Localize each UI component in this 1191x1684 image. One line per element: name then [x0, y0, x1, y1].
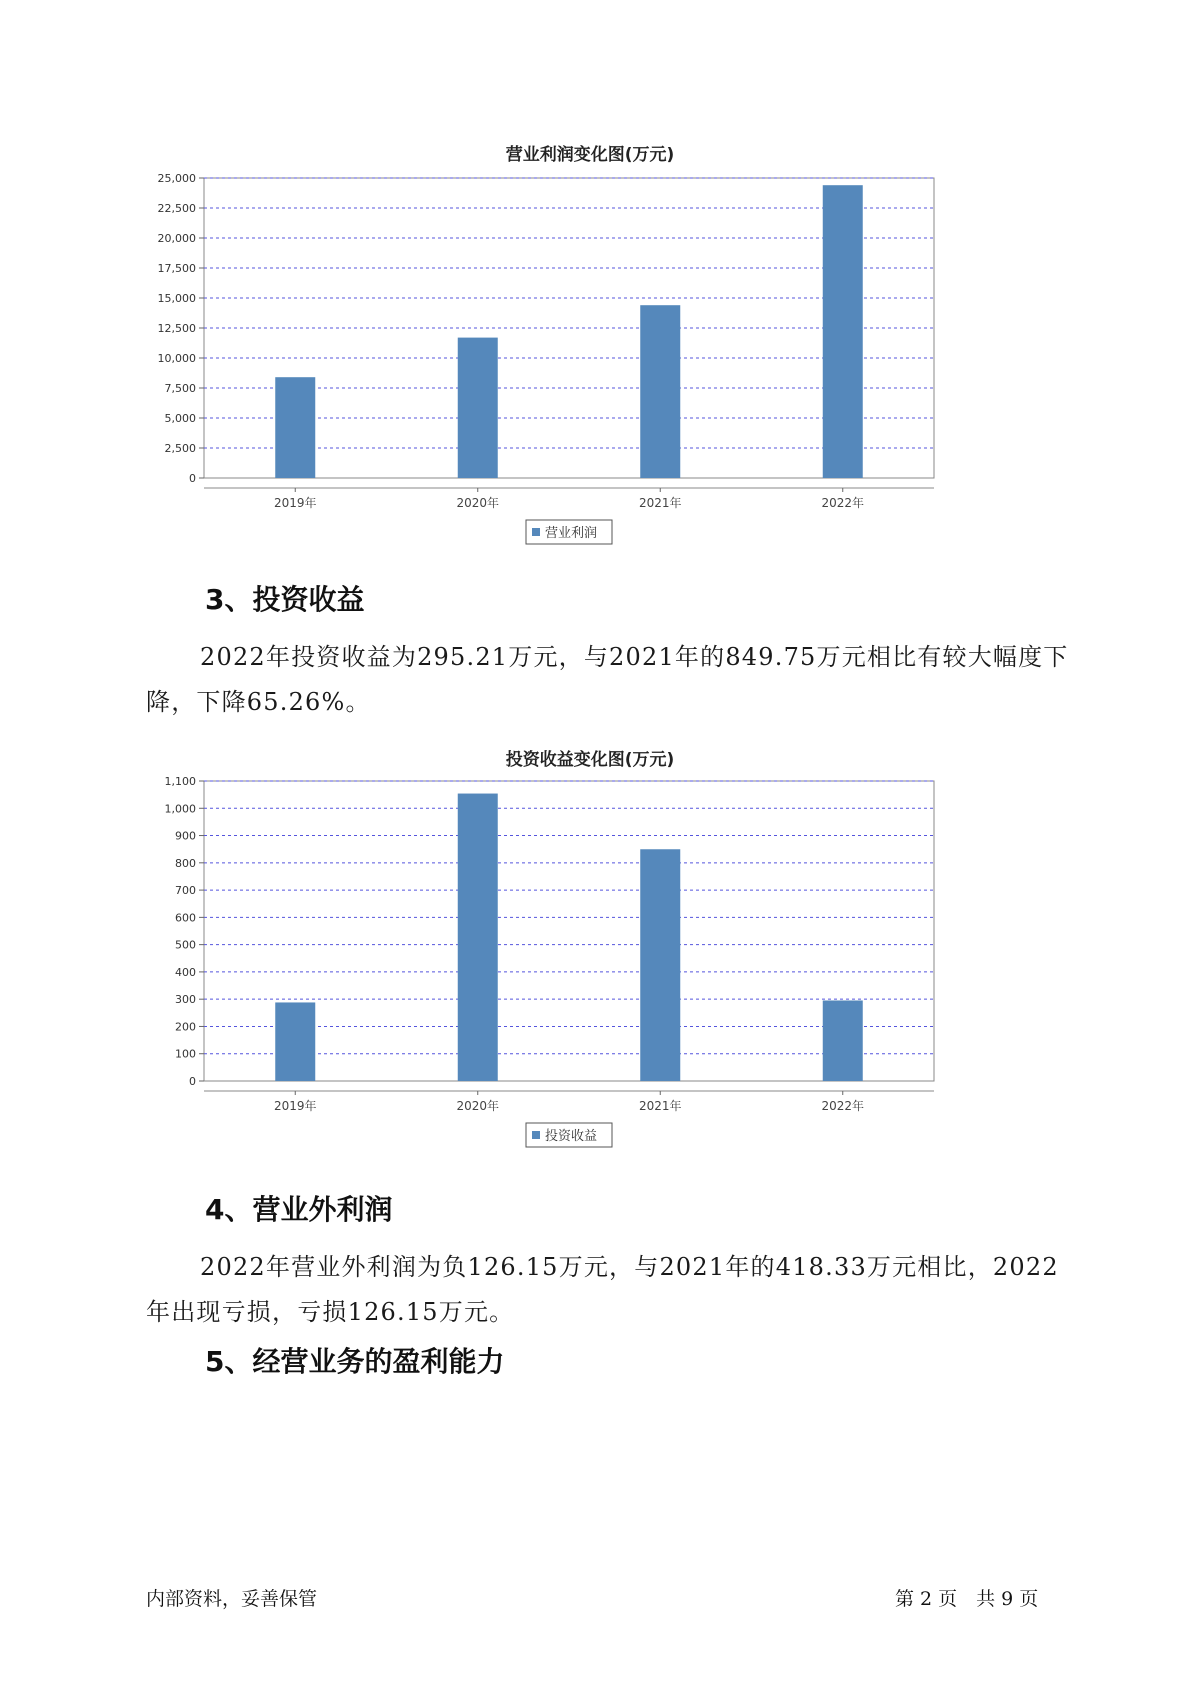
page-total: 9 — [1001, 1588, 1014, 1610]
bar — [823, 1000, 863, 1081]
page-suffix: 页 — [1019, 1588, 1039, 1610]
investment-income-chart — [140, 745, 1040, 1165]
bar — [458, 794, 498, 1081]
x-tick-label: 2020年 — [456, 1099, 500, 1113]
legend-label: 营业利润 — [545, 526, 598, 541]
y-tick-label: 22,500 — [157, 202, 196, 215]
y-tick-label: 20,000 — [157, 232, 196, 245]
confidential-notice: 内部资料，妥善保管 — [146, 1588, 318, 1610]
x-tick-label: 2021年 — [638, 1099, 682, 1113]
bar — [275, 377, 315, 478]
bar — [640, 849, 680, 1081]
y-tick-label: 800 — [175, 856, 196, 870]
section-heading-investment-income: 3、投资收益 — [205, 583, 365, 616]
x-tick-label: 2022年 — [821, 1099, 865, 1113]
investment-income-paragraph: 2022年投资收益为295.21万元，与2021年的849.75万元相比有较大幅度下降，下降65.26%。 — [146, 643, 1069, 716]
chart-title: 投资收益变化图(万元) — [505, 750, 675, 770]
page-indicator — [892, 1584, 1041, 1611]
x-tick-label: 2020年 — [456, 496, 500, 510]
y-tick-label: 17,500 — [157, 262, 196, 275]
y-tick-label: 1,000 — [164, 802, 196, 816]
y-tick-label: 7,500 — [164, 382, 196, 395]
y-tick-label: 300 — [175, 993, 196, 1007]
y-tick-label: 2,500 — [164, 442, 196, 455]
y-tick-label: 700 — [175, 884, 196, 898]
section-heading-non-operating-profit: 4、营业外利润 — [205, 1193, 393, 1226]
page-number: 2 — [920, 1588, 933, 1610]
y-tick-label: 400 — [175, 965, 196, 979]
y-tick-label: 500 — [175, 938, 196, 952]
legend-swatch — [532, 528, 540, 536]
y-tick-label: 0 — [189, 472, 196, 485]
x-tick-label: 2019年 — [273, 1099, 317, 1113]
y-tick-label: 5,000 — [164, 412, 196, 425]
legend-swatch — [532, 1131, 540, 1139]
y-tick-label: 600 — [175, 911, 196, 925]
page-prefix: 第 — [895, 1588, 915, 1610]
x-tick-label: 2019年 — [273, 496, 317, 510]
y-tick-label: 0 — [189, 1075, 196, 1088]
section-heading-profitability: 5、经营业务的盈利能力 — [205, 1345, 505, 1378]
y-tick-label: 100 — [175, 1047, 196, 1061]
chart-title: 营业利润变化图(万元) — [505, 145, 675, 165]
y-tick-label: 12,500 — [157, 322, 196, 335]
bar — [640, 305, 680, 478]
operating-profit-chart-svg — [140, 170, 1040, 560]
non-operating-profit-paragraph: 2022年营业外利润为负126.15万元，与2021年的418.33万元相比，2022年出现亏损，亏损126.15万元。 — [146, 1253, 1059, 1326]
y-tick-label: 200 — [175, 1020, 196, 1034]
page-mid: 页 共 — [938, 1588, 996, 1610]
y-tick-label: 10,000 — [157, 352, 196, 365]
bar — [823, 185, 863, 478]
bar — [458, 338, 498, 478]
x-tick-label: 2022年 — [821, 496, 865, 510]
bar — [275, 1002, 315, 1081]
legend-label: 投资收益 — [545, 1129, 598, 1144]
operating-profit-chart — [140, 140, 1040, 560]
y-tick-label: 15,000 — [157, 292, 196, 305]
y-tick-label: 1,100 — [164, 775, 196, 788]
investment-income-chart-svg — [140, 773, 1040, 1163]
y-tick-label: 900 — [175, 829, 196, 843]
y-tick-label: 25,000 — [157, 172, 196, 185]
x-tick-label: 2021年 — [638, 496, 682, 510]
